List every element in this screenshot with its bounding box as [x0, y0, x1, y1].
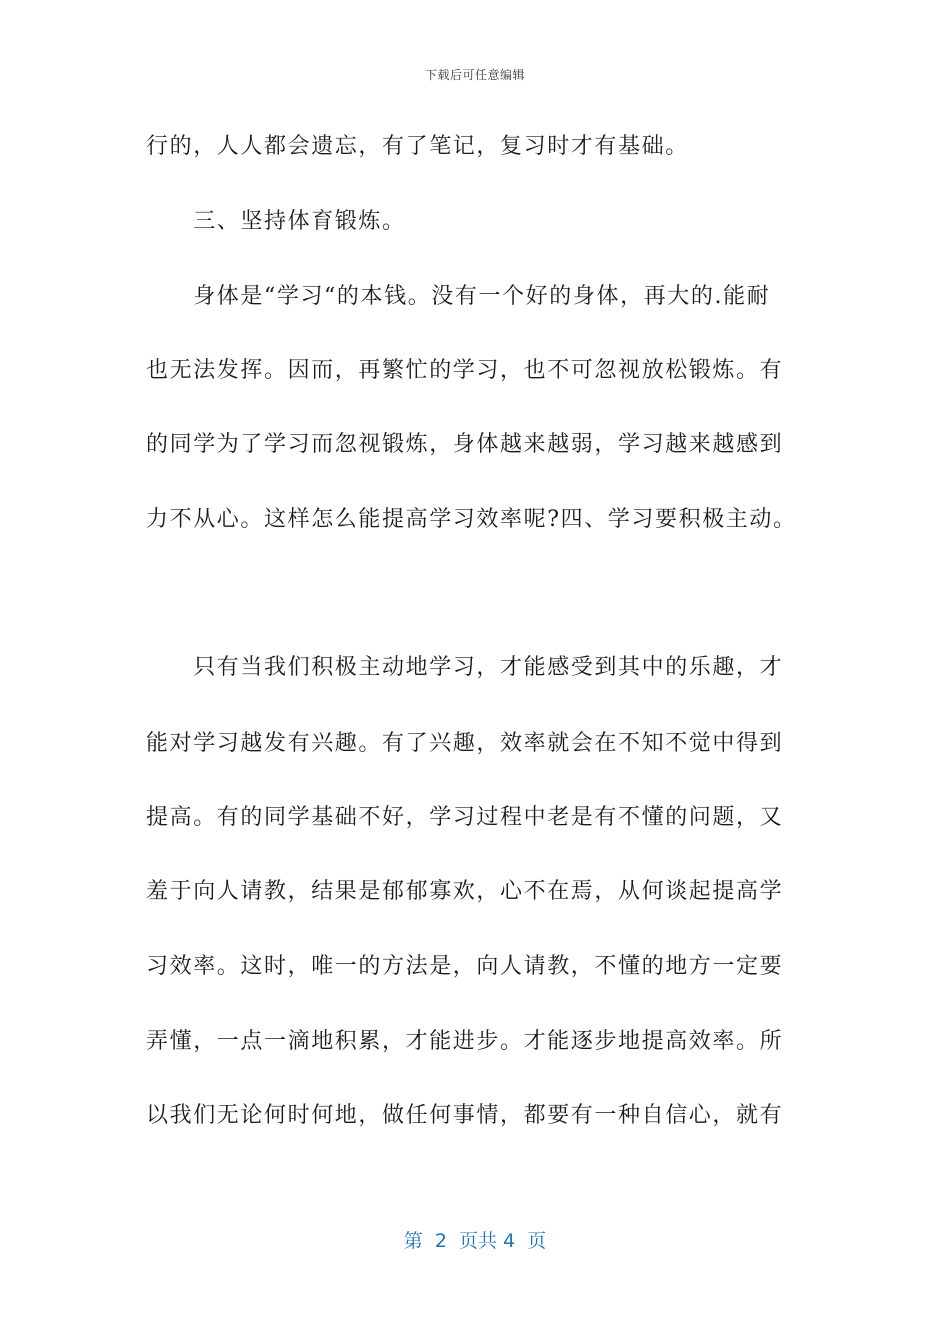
body-line: 行的，人人都会遗忘，有了笔记，复习时才有基础。 [146, 134, 689, 159]
body-line: 也无法发挥。因而，再繁忙的学习，也不可忽视放松锻炼。有 [146, 358, 784, 383]
body-line: 身体是“学习“的本钱。没有一个好的身体，再大的.能耐 [146, 284, 771, 309]
header-note: 下载后可任意编辑 [424, 68, 525, 82]
body-line: 以我们无论何时何地，做任何事情，都要有一种自信心，就有 [146, 1103, 784, 1128]
body-line: 三、坚持体育锻炼。 [146, 209, 406, 234]
body-line: 提高。有的同学基础不好，学习过程中老是有不懂的问题，又 [146, 805, 784, 830]
body-line: 只有当我们积极主动地学习，才能感受到其中的乐趣，才 [146, 655, 784, 680]
body-line: 羞于向人请教，结果是郁郁寡欢，心不在焉，从何谈起提高学 [146, 879, 784, 904]
page-number-footer: 第 2 页共 4 页 [403, 1230, 547, 1252]
body-line: 习效率。这时，唯一的方法是，向人请教，不懂的地方一定要 [146, 954, 784, 979]
body-line: 的同学为了学习而忽视锻炼，身体越来越弱，学习越来越感到 [146, 432, 784, 457]
body-line: 力不从心。这样怎么能提高学习效率呢?四、学习要积极主动。 [146, 507, 797, 532]
body-line: 弄懂，一点一滴地积累，才能进步。才能逐步地提高效率。所 [146, 1029, 784, 1054]
body-line: 能对学习越发有兴趣。有了兴趣，效率就会在不知不觉中得到 [146, 731, 784, 756]
